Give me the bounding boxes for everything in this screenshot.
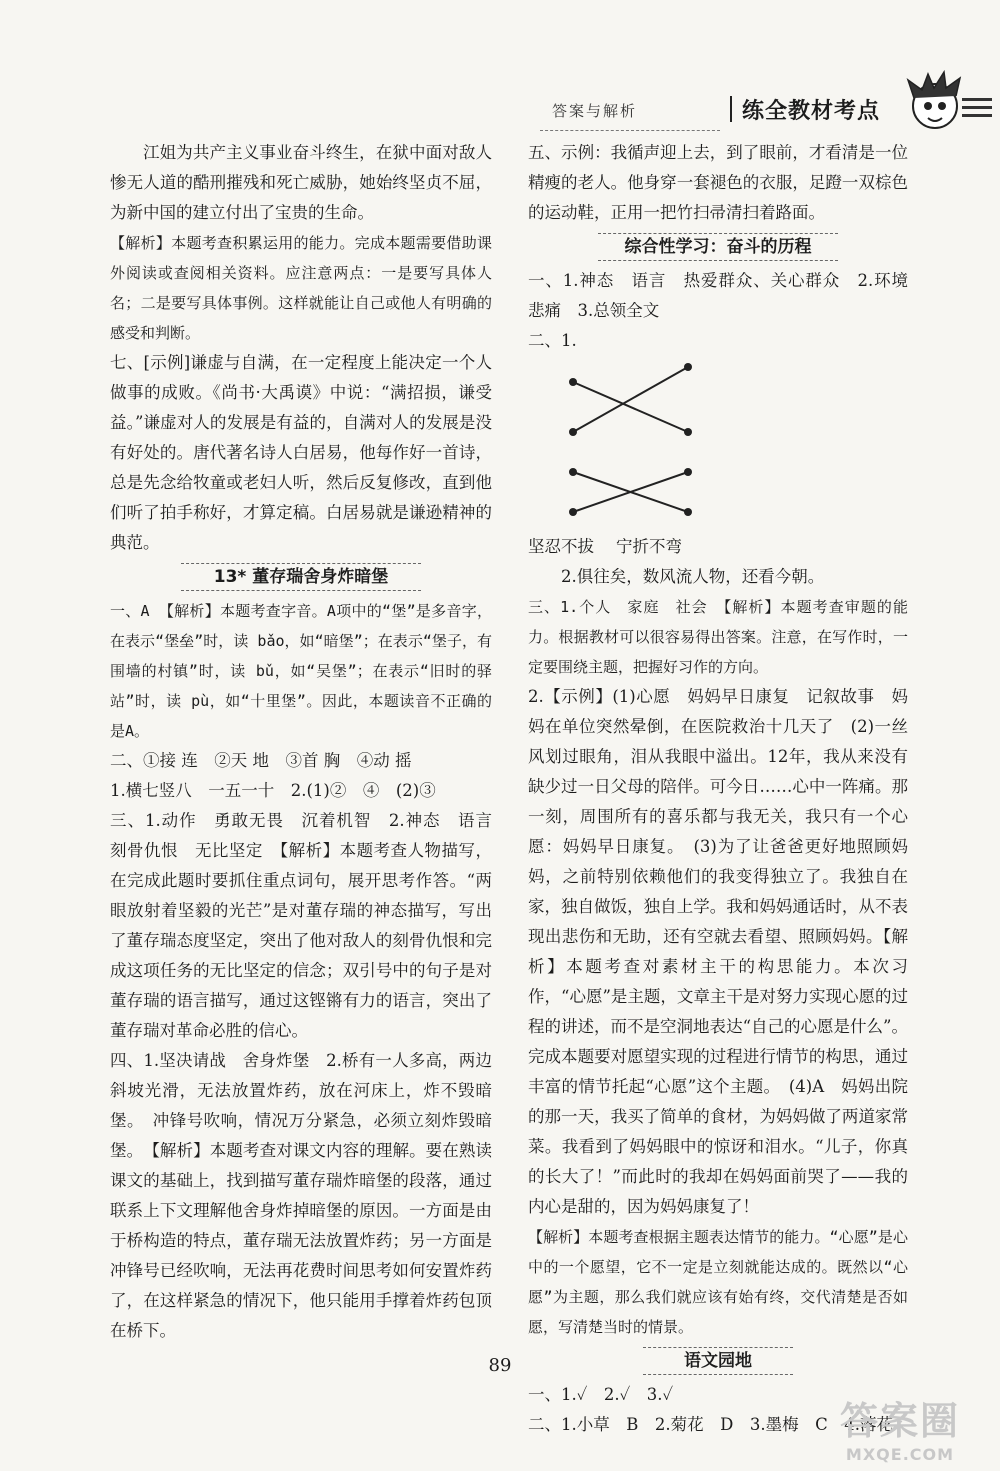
match-dot xyxy=(684,508,692,516)
comprehensive-two-2: 2.俱往矣，数风流人物，还看今朝。 xyxy=(561,567,825,586)
analysis-paragraph: 【解析】本题考查积累运用的能力。完成本题需要借助课外阅读或查阅相关资料。应注意两点：一是要写具体人名；二是要写具体事例。这样就能让自己或他人有明确的感受和判断。 xyxy=(110,234,492,342)
mascot-icon xyxy=(900,68,970,138)
section-title-13: 13* 董存瑞舍身炸暗堡 xyxy=(181,562,421,592)
question-two-a: 二、①接 连 ②天 地 ③首 胸 ④动 摇 xyxy=(110,751,412,770)
match-dot xyxy=(569,428,577,436)
match-line xyxy=(573,367,688,432)
garden-two: 二、1.小草 B 2.菊花 D 3.墨梅 C 4.落花 xyxy=(528,1415,893,1434)
question-four: 四、1.坚决请战 舍身炸堡 2.桥有一人多高，两边斜坡光滑，无法放置炸药，放在河床上，炸不毁暗堡。 冲锋号吹响，情况万分紧急，必须立刻炸毁暗堡。 【解析】本题考查对课文内容的理解。要在熟读课文的基础上，找到描写董存瑞炸暗堡的段落，通过联系上下文理解他舍身炸掉暗堡的原因。一方面是由于桥构造的特点，董存瑞无法放置炸药；另一方面是冲锋号已经吹响，无法再花费时间思考如何安置炸药了，在这样紧急的情况下，他只能用手撑着炸药包顶在桥下。 xyxy=(110,1051,492,1340)
right-column xyxy=(528,138,925,1440)
comprehensive-three: 三、1.个人 家庭 社会 【解析】本题考查审题的能力。根据教材可以很容易得出答案。注意，在写作时，一定要围绕主题，把握好习作的方向。 xyxy=(528,598,908,676)
header-subtitle: 答案与解析 xyxy=(552,102,638,120)
match-dot xyxy=(684,468,692,476)
comprehensive-three-analysis: 【解析】本题考查根据主题表达情节的能力。“心愿”是心中的一个愿望，它不一定是立刻就能达成的。既然以“心愿”为主题，那么我们就应该有始有终，交代清楚是否如愿，写清楚当时的情景。 xyxy=(528,1228,908,1336)
section-title-comprehensive: 综合性学习：奋斗的历程 xyxy=(598,232,838,262)
watermark-site: MXQE.COM xyxy=(845,1445,955,1464)
matching-words xyxy=(528,532,908,562)
match-dot xyxy=(684,363,692,371)
match-line xyxy=(573,382,688,432)
header-title: 练全教材考点 xyxy=(742,99,881,124)
matching-diagram xyxy=(558,362,718,522)
question-two-b: 1.横七竖八 一五一十 2.(1)② ④ (2)③ xyxy=(110,781,436,800)
answer-five: 五、示例：我循声迎上去，到了眼前，才看清是一位精瘦的老人。他身穿一套褪色的衣服，足蹬一双棕色的运动鞋，正用一把竹扫帚清扫着路面。 xyxy=(528,143,908,222)
page-number: 89 xyxy=(488,1355,512,1376)
section-title-garden: 语文园地 xyxy=(643,1346,793,1376)
answer-paragraph: 江姐为共产主义事业奋斗终生，在狱中面对敌人惨无人道的酷刑摧残和死亡威胁，她始终坚贞不屈，为新中国的建立付出了宝贵的生命。 xyxy=(110,143,492,222)
comprehensive-one: 一、1.神态 语言 热爱群众、关心群众 2.环境 悲痛 3.总领全文 xyxy=(528,271,925,320)
answer-seven: 七、[示例]谦虚与自满，在一定程度上能决定一个人做事的成败。《尚书·大禹谟》中说：“满招损，谦受益。”谦虚对人的发展是有益的，自满对人的发展是没有好处的。唐代著名诗人白居易，他每作好一首诗，总是先念给牧童或老妇人听，然后反复修改，直到他们听了拍手称好，才算定稿。白居易就是谦逊精神的典范。 xyxy=(110,353,492,552)
match-dot xyxy=(569,508,577,516)
match-dot xyxy=(569,378,577,386)
question-three: 三、1.动作 勇敢无畏 沉着机智 2.神态 语言 刻骨仇恨 无比坚定 【解析】本题考查人物描写，在完成此题时要抓住重点词句，展开思考作答。“两眼放射着坚毅的光芒”是对董存瑞的神态描写，写出了董存瑞态度坚定，突出了他对敌人的刻骨仇恨和完成这项任务的无比坚定的信念；双引号中的句子是对董存瑞的语言描写，通过这铿锵有力的语言，突出了董存瑞对革命必胜的信心。 xyxy=(110,811,509,1040)
header-lines xyxy=(962,98,992,122)
comprehensive-two-label: 二、1. xyxy=(528,331,577,350)
comprehensive-three-2: 2.【示例】(1)心愿 妈妈早日康复 记叙故事 妈妈在单位突然晕倒，在医院救治十几天了 (2)一丝风划过眼角，泪从我眼中溢出。12年，我从来没有缺少过一日父母的陪伴。可今日……心中一阵痛。那一刻，周围所有的喜乐都与我无关，我只有一个心愿：妈妈早日康复。 (3)为了让爸爸更好地照顾妈妈，之前特别依赖他们的我变得独立了。我独自在家，独自做饭，独自上学。我和妈妈通话时，从不表现出悲伤和无助，还有空就去看望、照顾妈妈。【解析】本题考查对素材主干的构思能力。本次习作，“心愿”是主题，文章主干是对努力实现心愿的过程的讲述，而不是空洞地表达“自己的心愿是什么”。完成本题要对愿望实现的过程进行情节的构思，通过丰富的情节托起“心愿”这个主题。 (4)A 妈妈出院的那一天，我买了简单的食材，为妈妈做了两道家常菜。我看到了妈妈眼中的惊讶和泪水。“儿子，你真的长大了！”而此时的我却在妈妈面前哭了——我的内心是甜的，因为妈妈康复了！ xyxy=(528,687,908,1216)
matching-word-right: 宁折不弯 xyxy=(616,537,682,556)
match-dot xyxy=(684,428,692,436)
watermark-logo: 答案圈 xyxy=(839,1399,960,1443)
watermark xyxy=(825,1390,975,1464)
left-column xyxy=(110,138,509,1346)
question-one: 一、A 【解析】本题考查字音。A项中的“堡”是多音字，在表示“堡垒”时，读 bǎo，如“暗堡”；在表示“堡子，有围墙的村镇”时，读 bǔ，如“吴堡”；在表示“旧时的驿站”时，读 pù，如“十里堡”。因此，本题读音不正确的是A。 xyxy=(110,602,492,740)
matching-word-left: 坚忍不拔 xyxy=(528,537,594,556)
garden-one: 一、1.✓ 2.✓ 3.✓ xyxy=(528,1385,674,1404)
header-separator xyxy=(730,96,732,122)
match-dot xyxy=(569,468,577,476)
